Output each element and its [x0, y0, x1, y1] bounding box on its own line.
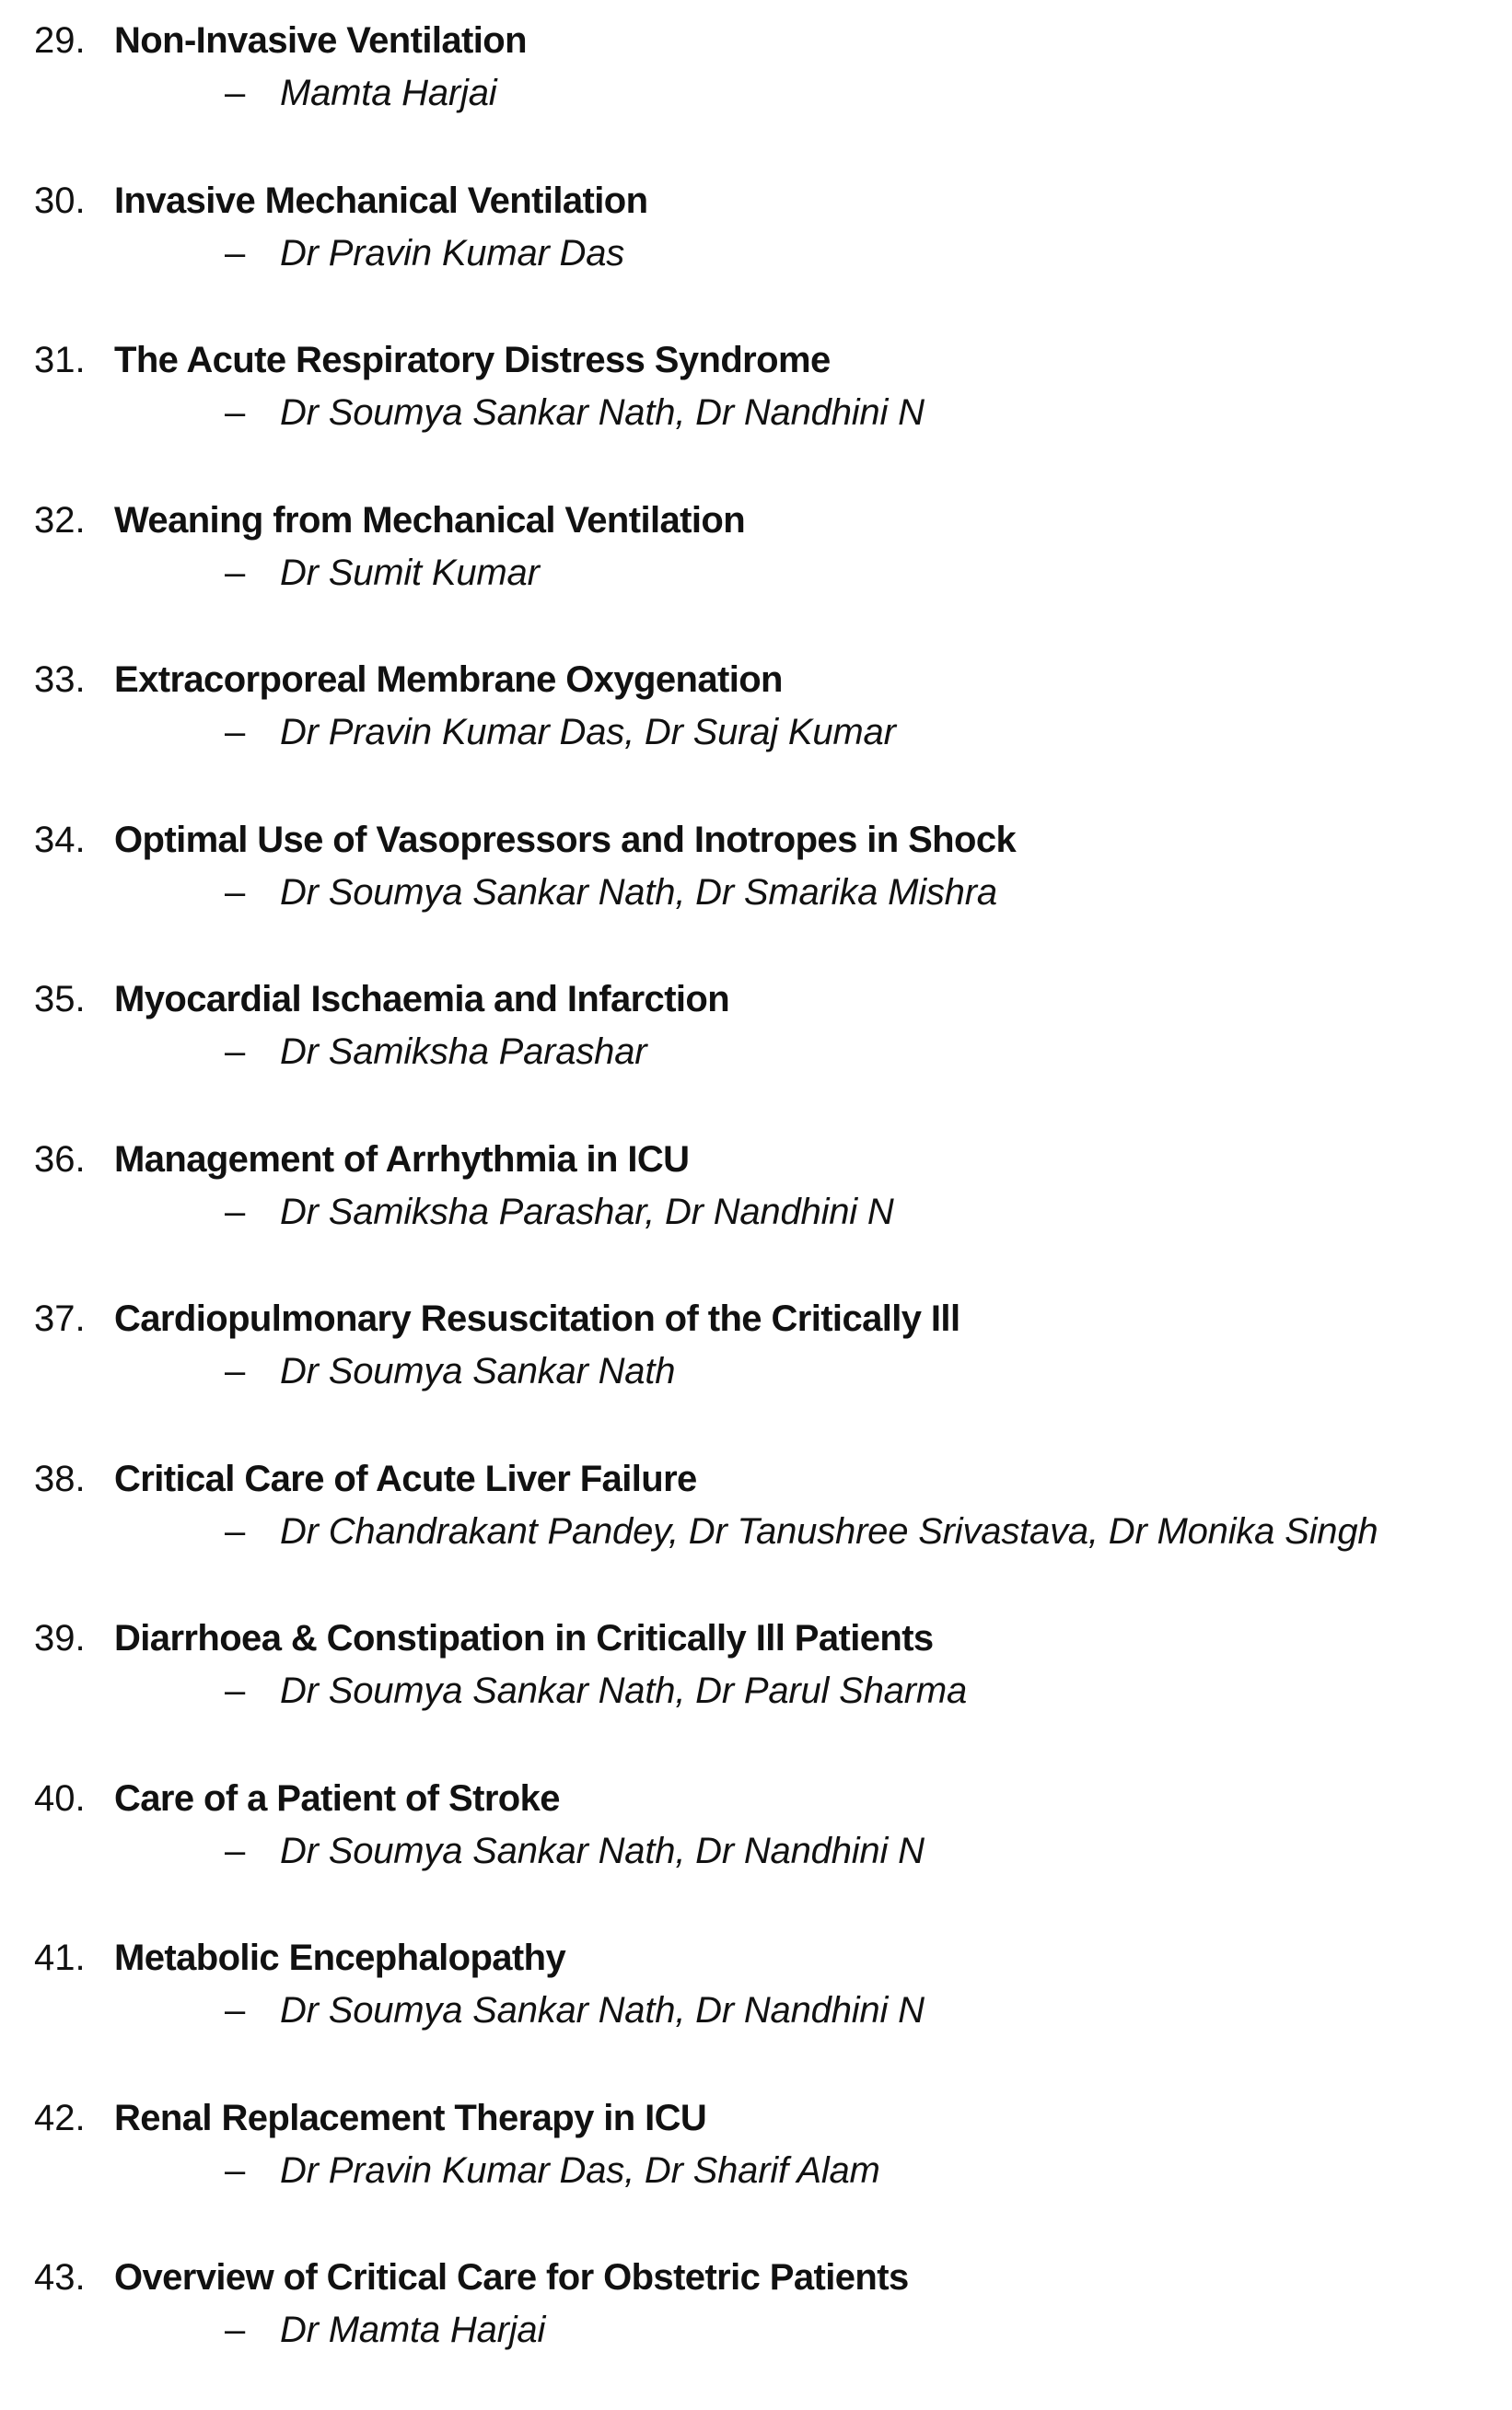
- chapter-byline: [225, 865, 997, 920]
- chapter-byline: [225, 704, 896, 760]
- chapter-number: 34.: [34, 819, 86, 860]
- chapter-title: Weaning from Mechanical Ventilation: [114, 499, 746, 541]
- chapter-authors: Mamta Harjai: [280, 73, 497, 113]
- chapter-title: Myocardial Ischaemia and Infarction: [114, 979, 730, 1019]
- chapter-authors: Dr Soumya Sankar Nath, Dr Nandhini N: [280, 392, 925, 433]
- chapter-authors: Dr Chandrakant Pandey, Dr Tanushree Srivastava, Dr Monika Singh: [280, 1510, 1378, 1552]
- chapter-authors: Dr Soumya Sankar Nath: [280, 1351, 676, 1391]
- chapter-number: 29.: [34, 20, 86, 61]
- table-of-contents: [0, 13, 1512, 2410]
- chapter-authors: Dr Pravin Kumar Das, Dr Sharif Alam: [280, 2149, 880, 2191]
- toc-entry: [0, 13, 1512, 173]
- byline-dash: –: [225, 1031, 246, 1072]
- byline-dash: –: [225, 2310, 246, 2350]
- chapter-authors: Dr Mamta Harjai: [280, 2310, 546, 2350]
- toc-entry: [0, 812, 1512, 972]
- chapter-authors: Dr Pravin Kumar Das, Dr Suraj Kumar: [280, 712, 896, 752]
- chapter-byline: [225, 1184, 894, 1240]
- chapter-number: 35.: [34, 979, 86, 1019]
- toc-entry: [0, 2090, 1512, 2251]
- byline-dash: –: [225, 552, 246, 593]
- chapter-authors: Dr Samiksha Parashar, Dr Nandhini N: [280, 1191, 894, 1232]
- chapter-title: The Acute Respiratory Distress Syndrome: [114, 340, 831, 380]
- byline-dash: –: [225, 1510, 246, 1552]
- chapter-byline: [225, 1024, 646, 1079]
- chapter-title: Critical Care of Acute Liver Failure: [114, 1458, 697, 1499]
- chapter-byline: [225, 1983, 925, 2038]
- chapter-authors: Dr Samiksha Parashar: [280, 1031, 647, 1072]
- chapter-title: Optimal Use of Vasopressors and Inotropes in Shock: [114, 819, 1017, 860]
- chapter-byline: [225, 65, 496, 121]
- chapter-number: 32.: [34, 499, 86, 541]
- chapter-title: Metabolic Encephalopathy: [114, 1938, 566, 1978]
- chapter-number: 39.: [34, 1618, 86, 1659]
- chapter-title: Overview of Critical Care for Obstetric Patients: [114, 2257, 909, 2298]
- chapter-number: 36.: [34, 1138, 86, 1180]
- chapter-byline: [225, 1823, 925, 1879]
- chapter-byline: [225, 226, 624, 281]
- toc-entry: [0, 332, 1512, 493]
- chapter-number: 40.: [34, 1777, 86, 1819]
- chapter-title: Extracorporeal Membrane Oxygenation: [114, 659, 783, 700]
- toc-entry: [0, 1930, 1512, 2090]
- chapter-title: Non-Invasive Ventilation: [114, 20, 527, 61]
- byline-dash: –: [225, 1990, 246, 2031]
- byline-dash: –: [225, 2149, 246, 2191]
- chapter-number: 31.: [34, 340, 86, 380]
- toc-entry: [0, 972, 1512, 1132]
- chapter-authors: Dr Pravin Kumar Das: [280, 232, 625, 274]
- chapter-number: 38.: [34, 1458, 86, 1499]
- chapter-authors: Dr Sumit Kumar: [280, 552, 540, 593]
- byline-dash: –: [225, 1191, 246, 1232]
- chapter-number: 41.: [34, 1938, 86, 1978]
- chapter-authors: Dr Soumya Sankar Nath, Dr Smarika Mishra: [280, 871, 997, 913]
- chapter-byline: [225, 385, 925, 440]
- chapter-byline: [225, 1504, 1378, 1559]
- chapter-byline: [225, 2302, 545, 2358]
- toc-entry: [0, 173, 1512, 333]
- chapter-byline: [225, 2143, 880, 2198]
- chapter-number: 42.: [34, 2097, 86, 2138]
- byline-dash: –: [225, 1830, 246, 1871]
- chapter-title: Cardiopulmonary Resuscitation of the Critically Ill: [114, 1298, 960, 1339]
- byline-dash: –: [225, 232, 246, 274]
- toc-entry: [0, 1451, 1512, 1612]
- toc-entry: [0, 652, 1512, 812]
- byline-dash: –: [225, 392, 246, 433]
- chapter-title: Diarrhoea & Constipation in Critically Ill Patients: [114, 1618, 934, 1659]
- byline-dash: –: [225, 73, 246, 113]
- toc-entry: [0, 1611, 1512, 1771]
- toc-entry: [0, 493, 1512, 653]
- chapter-authors: Dr Soumya Sankar Nath, Dr Nandhini N: [280, 1990, 925, 2031]
- chapter-authors: Dr Soumya Sankar Nath, Dr Parul Sharma: [280, 1671, 968, 1711]
- chapter-title: Renal Replacement Therapy in ICU: [114, 2097, 707, 2138]
- toc-entry: [0, 1771, 1512, 1931]
- chapter-title: Invasive Mechanical Ventilation: [114, 180, 648, 221]
- byline-dash: –: [225, 1671, 246, 1711]
- chapter-number: 37.: [34, 1298, 86, 1339]
- chapter-byline: [225, 1663, 967, 1718]
- byline-dash: –: [225, 1351, 246, 1391]
- chapter-title: Care of a Patient of Stroke: [114, 1777, 560, 1819]
- byline-dash: –: [225, 871, 246, 913]
- toc-entry: [0, 1291, 1512, 1451]
- byline-dash: –: [225, 712, 246, 752]
- chapter-number: 30.: [34, 180, 86, 221]
- toc-entry: [0, 1132, 1512, 1292]
- toc-entry: [0, 2250, 1512, 2410]
- chapter-number: 33.: [34, 659, 86, 700]
- chapter-authors: Dr Soumya Sankar Nath, Dr Nandhini N: [280, 1830, 925, 1871]
- chapter-byline: [225, 545, 540, 600]
- chapter-byline: [225, 1344, 675, 1399]
- chapter-title: Management of Arrhythmia in ICU: [114, 1138, 690, 1180]
- chapter-number: 43.: [34, 2257, 86, 2298]
